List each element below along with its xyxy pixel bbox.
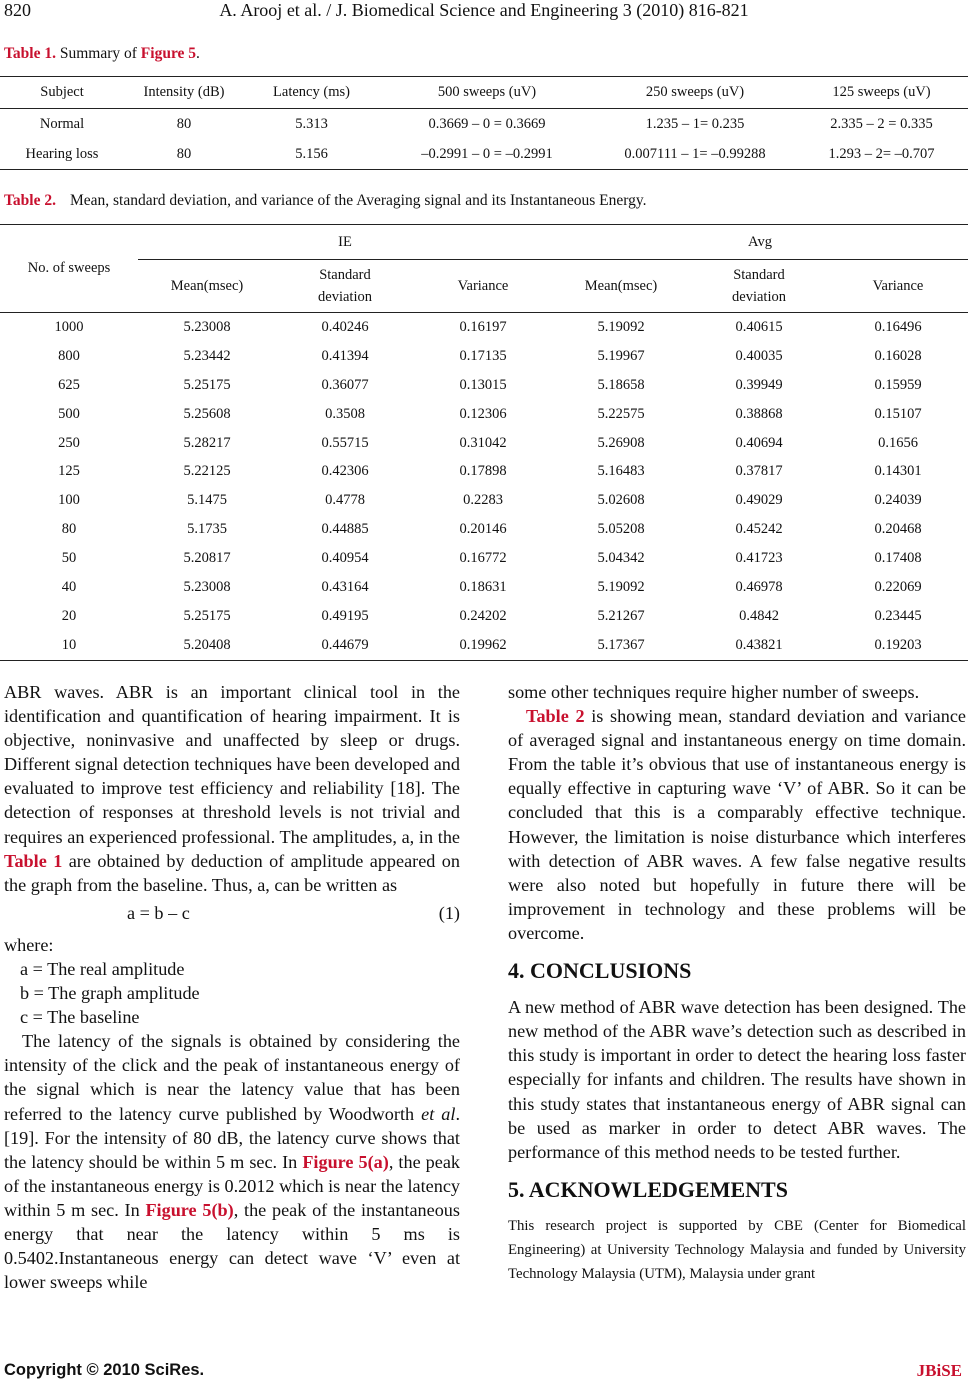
table-cell: 0.16772 — [459, 550, 507, 567]
table-cell: 5.19092 — [597, 318, 645, 335]
table-cell: 0.15959 — [874, 376, 922, 393]
table-cell: 0.49029 — [735, 492, 783, 509]
table-cell: 1.235 – 1= 0.235 — [645, 115, 745, 132]
right-paragraph-1: some other techniques require higher number of sweeps. — [508, 682, 920, 702]
table-cell: 80 — [176, 115, 192, 132]
table-cell: 5.22125 — [183, 463, 231, 480]
table-cell: 80 — [61, 521, 77, 538]
table-cell: 0.42306 — [321, 463, 369, 480]
table-cell: 0.17898 — [459, 463, 507, 480]
conclusions-paragraph: A new method of ABR wave detection has been designed. The new method of the ABR wave’s detection such as described in this study is important in order to detect the hearing loss faster especially for infants and children. The results have shown in this study states that instantaneous energy of ABR signal can be used as marker in order to detect ABR waves. The performance of this method needs to be tested further. — [508, 997, 966, 1162]
table1-header-cell: Intensity (dB) — [124, 77, 244, 109]
table2-caption — [4, 192, 646, 210]
equation-1 — [4, 897, 460, 933]
table-cell: 80 — [124, 139, 244, 170]
table-cell: 0.17408 — [874, 550, 922, 567]
table-cell: 5.23008 — [183, 578, 231, 595]
table1-header-cell: 250 sweeps (uV) — [595, 77, 795, 109]
text-run: et al — [421, 1103, 456, 1124]
right-column — [508, 680, 966, 1286]
table-cell: 5.313 — [295, 115, 328, 132]
table-cell: 5.1475 — [187, 492, 227, 509]
table-cell: 0.20468 — [874, 521, 922, 538]
table-cell: 0.44679 — [276, 631, 414, 660]
table-cell: 0.4778 — [325, 492, 365, 509]
table-cell: 0.45242 — [735, 521, 783, 538]
table-cell: 0.4842 — [739, 607, 779, 624]
table-cell: 0.14301 — [874, 463, 922, 480]
table-cell: 250 — [58, 434, 80, 451]
table-cell: 125 — [58, 463, 80, 480]
table2-group-ie: IE — [138, 225, 552, 260]
table-cell: 50 — [61, 550, 77, 567]
table-cell: 5.19967 — [597, 347, 645, 364]
table-cell: 800 — [58, 347, 80, 364]
table-row — [0, 486, 968, 515]
table-cell: 5.25175 — [183, 607, 231, 624]
table-cell: 2.335 – 2 = 0.335 — [830, 115, 933, 132]
table2-label: Table 2. — [4, 192, 56, 209]
table2-subheader-std — [276, 260, 414, 313]
table1-link[interactable]: Table 1 — [4, 850, 63, 871]
acknowledgements-paragraph: This research project is supported by CBE (Center for Biomedical Engineering) at University Technology Malaysia and funded by University Technology Malaysia (UTM), Malaysia under grant — [508, 1217, 966, 1282]
table2-subheader-mean: Mean(msec) — [552, 260, 690, 313]
std-line1: Standard — [319, 267, 371, 283]
table-cell: Hearing loss — [0, 139, 124, 170]
table-row — [0, 139, 968, 170]
text-run: are obtained by deduction of amplitude appeared on the graph from the baseline. Thus, a, can be written as — [4, 850, 460, 895]
std-line2: deviation — [318, 289, 372, 305]
text-run: , the peak of the instantaneous energy that near the latency within 5 ms is 0.5402.Instantaneous energy can detect wave ‘V’ even at lower sweeps while — [4, 1199, 460, 1293]
table-cell: 0.20146 — [459, 521, 507, 538]
table-cell: 5.23008 — [183, 318, 231, 335]
table-row — [0, 573, 968, 602]
table1-header-cell: Subject — [0, 77, 124, 109]
table-cell: 0.16496 — [874, 318, 922, 335]
table-cell: 5.04342 — [597, 550, 645, 567]
table-cell: 500 — [58, 405, 80, 422]
figure5a-link[interactable]: Figure 5(a) — [302, 1151, 389, 1172]
table-cell: 0.17135 — [459, 347, 507, 364]
table-cell: 0.44885 — [321, 521, 369, 538]
table-cell: 0.3669 – 0 = 0.3669 — [428, 115, 546, 132]
text-run: , the peak of the instantaneous energy is 0.2012 which is near the latency within 5 m sec. In — [4, 1151, 460, 1220]
table1-header-row — [0, 77, 968, 109]
running-header — [0, 0, 968, 26]
table2-subheader-var: Variance — [828, 260, 968, 313]
table-cell: 0.37817 — [735, 463, 783, 480]
table-cell: 0.40246 — [321, 318, 369, 335]
table-cell: 0.2283 — [463, 492, 503, 509]
table-cell: 0.43821 — [690, 631, 828, 660]
table2-caption-text: Mean, standard deviation, and variance of the Averaging signal and its Instantaneous Energy. — [69, 192, 647, 209]
std-line1: Standard — [733, 267, 785, 283]
table1-header-cell: Latency (ms) — [244, 77, 379, 109]
table-cell: 0.1656 — [878, 434, 918, 451]
table-cell: 10 — [0, 631, 138, 660]
table-cell: 0.16197 — [459, 318, 507, 335]
table2 — [0, 224, 968, 661]
left-paragraph-2 — [4, 1029, 460, 1294]
text-run: The latency of the signals is obtained by considering the intensity of the click and the peak of instantaneous energy of the signal which is near the latency value that has been referred to the latency curve published by Woodworth — [4, 1031, 460, 1124]
table-cell: 0.16028 — [874, 347, 922, 364]
table-cell: 0.19962 — [414, 631, 552, 660]
table-cell: 5.26908 — [597, 434, 645, 451]
table2-row-header: No. of sweeps — [0, 225, 138, 313]
table-cell: 5.25608 — [183, 405, 231, 422]
table1-caption-pre: Summary of — [55, 45, 141, 62]
table-cell: 0.15107 — [874, 405, 922, 422]
text-run: ABR waves. ABR is an important clinical tool in the identification and quantification of hearing impairment. It is objective, noninvasive and unaffected by sleep or drugs. Different signal detection techniques have been developed and evaluated to improve test efficiency and reliability [18]. The detection of responses at threshold levels is not trivial and requires an experienced professional. The amplitudes, a, in the — [4, 682, 460, 847]
table-cell: 5.02608 — [597, 492, 645, 509]
table1-header-cell: 125 sweeps (uV) — [795, 77, 968, 109]
table2-group-row — [0, 225, 968, 260]
definitions-list — [4, 957, 460, 1029]
table-cell: 0.24202 — [459, 607, 507, 624]
table-cell: 0.19203 — [828, 631, 968, 660]
table-cell: 0.007111 – 1= –0.99288 — [595, 139, 795, 170]
definition-b: b = The graph amplitude — [20, 983, 200, 1004]
table-cell: 0.40954 — [321, 550, 369, 567]
section-acknowledgements-title: 5. ACKNOWLEDGEMENTS — [508, 1176, 788, 1202]
table-cell: 5.21267 — [597, 607, 645, 624]
table-cell: 5.20408 — [138, 631, 276, 660]
table-row — [0, 313, 968, 342]
table-cell: 5.28217 — [183, 434, 231, 451]
table-cell: 5.156 — [244, 139, 379, 170]
table-cell: 0.3508 — [325, 405, 365, 422]
table1-label: Table 1. — [4, 45, 56, 62]
table-cell: 1000 — [54, 318, 84, 335]
table-cell: 0.12306 — [459, 405, 507, 422]
table-cell: 20 — [61, 607, 77, 624]
table-cell: 5.23442 — [183, 347, 231, 364]
table-cell: 5.22575 — [597, 405, 645, 422]
table-cell: Normal — [39, 115, 85, 132]
text-run: . [19]. For the intensity of 80 dB, the latency curve shows that the latency should be within 5 m sec. In — [4, 1103, 460, 1172]
table-cell: 0.36077 — [321, 376, 369, 393]
table-cell: 625 — [58, 376, 80, 393]
table-cell: 5.18658 — [597, 376, 645, 393]
table-cell: 0.13015 — [459, 376, 507, 393]
table1-figure-link[interactable]: Figure 5 — [140, 45, 197, 62]
table-cell: 0.40615 — [735, 318, 783, 335]
table-cell: 5.19092 — [597, 578, 645, 595]
table-cell: 0.23445 — [874, 607, 922, 624]
table-cell: 0.41723 — [735, 550, 783, 567]
table1-caption — [4, 45, 200, 63]
table-cell: 0.40035 — [735, 347, 783, 364]
std-line2: deviation — [732, 289, 786, 305]
definition-c: c = The baseline — [20, 1007, 140, 1028]
table2-subheader-row — [0, 260, 968, 313]
table-cell: 5.16483 — [597, 463, 645, 480]
table-row — [0, 515, 968, 544]
table-row — [0, 631, 968, 660]
right-paragraph-2 — [508, 704, 966, 945]
table-cell: 5.20817 — [183, 550, 231, 567]
table-cell: 0.46978 — [735, 578, 783, 595]
table-cell: 0.18631 — [459, 578, 507, 595]
left-column — [4, 680, 460, 1294]
left-paragraph-1 — [4, 680, 460, 897]
table-cell: 0.24039 — [874, 492, 922, 509]
definition-a: a = The real amplitude — [20, 958, 185, 979]
table-row — [0, 371, 968, 400]
table-row — [0, 457, 968, 486]
footer-copyright: Copyright © 2010 SciRes. — [4, 1361, 205, 1379]
table1-header-cell: 500 sweeps (uV) — [379, 77, 595, 109]
table1-caption-post: . — [196, 45, 200, 62]
table-cell: 0.41394 — [321, 347, 369, 364]
table-cell: 0.55715 — [321, 434, 369, 451]
table-cell: 5.17367 — [552, 631, 690, 660]
table-cell: 0.38868 — [735, 405, 783, 422]
table-row — [0, 429, 968, 458]
table-row — [0, 109, 968, 140]
text-run: is showing mean, standard deviation and variance of averaged signal and instantaneous energy on time domain. From the table it’s obvious that use of instantaneous energy is equally effective in capturing wave ‘V’ of ABR. So it can be concluded that this is a comparably effective technique. However, the limitation is noise disturbance which interferes with detection of ABR waves. A few false negative results were also noted but hopefully in future there will be improvement in technology and these problems will be overcome. — [508, 706, 966, 943]
table-cell: 0.43164 — [321, 578, 369, 595]
footer-journal: JBiSE — [916, 1361, 962, 1380]
table-cell: 5.05208 — [597, 521, 645, 538]
table-cell: 5.25175 — [183, 376, 231, 393]
table2-subheader-var: Variance — [414, 260, 552, 313]
equation-text: a = b – c — [127, 902, 190, 923]
table-cell: 0.22069 — [874, 578, 922, 595]
table-row — [0, 544, 968, 573]
table-cell: 40 — [61, 578, 77, 595]
table2-link[interactable]: Table 2 — [526, 706, 585, 727]
table2-body — [0, 313, 968, 661]
table-cell: –0.2991 – 0 = –0.2991 — [379, 139, 595, 170]
table-cell: 100 — [58, 492, 80, 509]
table-row — [0, 602, 968, 631]
page-number: 820 — [4, 0, 31, 20]
figure5b-link[interactable]: Figure 5(b) — [145, 1199, 234, 1220]
table-cell: 0.49195 — [321, 607, 369, 624]
table2-group-avg: Avg — [552, 225, 968, 260]
table-cell: 0.39949 — [735, 376, 783, 393]
table-cell: 0.40694 — [735, 434, 783, 451]
section-conclusions-title: 4. CONCLUSIONS — [508, 958, 692, 984]
table-cell: 0.31042 — [459, 434, 507, 451]
equation-number: (1) — [438, 902, 460, 923]
table-cell: 1.293 – 2= –0.707 — [795, 139, 968, 170]
table2-subheader-mean: Mean(msec) — [138, 260, 276, 313]
table2-subheader-std — [690, 260, 828, 313]
table-row — [0, 342, 968, 371]
where-label: where: — [4, 934, 54, 955]
table-cell: 5.1735 — [187, 521, 227, 538]
table1 — [0, 76, 968, 170]
table-row — [0, 400, 968, 429]
running-citation: A. Arooj et al. / J. Biomedical Science and Engineering 3 (2010) 816-821 — [219, 0, 749, 20]
